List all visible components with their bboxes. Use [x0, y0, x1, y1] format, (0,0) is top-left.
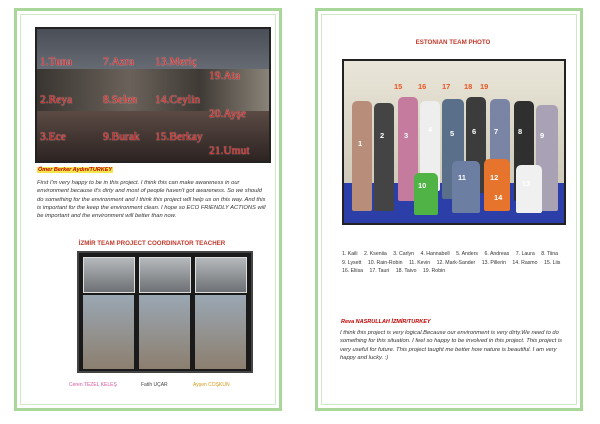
photo-number: 18: [464, 82, 473, 91]
student-paragraph: First I'm very happy to be in this project. I think this can make awareness in our environment because it's dirty and most of people haven't got awareness. So we should do something for the environment and I think this project will help us on this way. And this is important for the keep the environment clean. I hope so ECO FRIENDLY ACTIONS will be important and the environment will better than now.: [37, 180, 266, 220]
team-name: 1. Kaili: [342, 251, 358, 257]
name-label: 14.Ceylin: [155, 93, 201, 106]
names-column-2: [103, 31, 148, 163]
photo-number: 1: [358, 139, 363, 148]
names-column-1: [40, 31, 88, 163]
team-name: 2. Kseniia: [364, 251, 387, 257]
team-name: 16. Eliisa: [342, 268, 364, 274]
student-paragraph: I think this project is very logical.Because our environment is very dirty.We need to do something for this situation. I feel so happy to be involved in this project. This project is very useful for future. This project taught me better how nature is beautiful. I am very happy and lucky. :): [340, 330, 563, 361]
team-name: 12. Mark-Sander: [436, 259, 476, 266]
estonian-team-photo: [342, 59, 566, 225]
photo-number: 6: [472, 127, 477, 136]
photo-number: 3: [404, 131, 409, 140]
team-names-list: [342, 250, 572, 276]
student-figure: [516, 165, 542, 213]
student-caption: Ömer Berker Aydın/TURKEY: [38, 167, 113, 173]
teacher-name: Fatih UÇAR: [141, 382, 168, 388]
photo-number: 8: [518, 127, 523, 136]
photo-number: 12: [490, 173, 499, 182]
left-page: [14, 8, 282, 411]
team-name: 10. Rain-Robin: [367, 259, 403, 266]
student-figure: [484, 159, 510, 211]
student-figure: [452, 161, 480, 213]
team-name: 3. Carlyn: [393, 251, 415, 257]
name-label: 13.Meriç: [155, 56, 197, 68]
group-photo: [35, 27, 271, 163]
student-caption: Reva NASRULLAH İZMİR/TURKEY: [341, 319, 431, 325]
name-label: 2.Reya: [40, 93, 73, 106]
collage-photo: [139, 257, 191, 293]
photo-number: 14: [494, 193, 503, 202]
name-label: 8.Selen: [103, 93, 138, 106]
photo-number: 15: [394, 82, 403, 91]
names-column-4: [209, 45, 251, 163]
student-figure: [374, 103, 394, 211]
photo-number: 11: [458, 173, 466, 182]
teacher-name: Ayşen COŞKUN: [193, 382, 230, 388]
team-name: 4. Hannabell: [420, 251, 450, 257]
right-page: [315, 8, 583, 411]
name-label: 7.Azra: [103, 56, 134, 68]
team-name: 17. Tauri: [369, 268, 390, 274]
collage-photo: [83, 257, 135, 293]
name-label: 1.Tuna: [40, 56, 72, 68]
team-name: 6. Andreas: [484, 251, 510, 257]
photo-number: 19: [480, 82, 489, 91]
student-figure: [414, 173, 438, 215]
team-name: 18. Taivo: [395, 268, 417, 274]
team-photo-heading: ESTONIAN TEAM PHOTO: [415, 39, 491, 46]
team-name: 11. Kevin: [408, 259, 431, 266]
teacher-name: Ceren TEZEL KELEŞ: [69, 382, 117, 388]
team-name: 9. Lysett: [342, 259, 362, 266]
photo-number: 16: [418, 82, 427, 91]
teacher-photo: [195, 295, 246, 369]
teacher-photo: [83, 295, 134, 369]
name-label: 21.Umut: [209, 145, 250, 157]
photo-number: 4: [428, 125, 433, 134]
photo-number: 7: [494, 127, 499, 136]
teacher-collage: [77, 251, 253, 373]
team-name: 8. Tiina: [541, 251, 558, 257]
team-name: 14. Rasmo: [512, 259, 538, 266]
photo-number: 9: [540, 131, 545, 140]
name-label: 20.Ayşe: [209, 107, 246, 120]
photo-number: 5: [450, 129, 455, 138]
name-label: 9.Burak: [103, 131, 140, 143]
name-label: 3.Ece: [40, 131, 66, 143]
teacher-photo: [139, 295, 190, 369]
photo-number: 10: [418, 181, 427, 190]
team-name: 5. Anders: [456, 251, 479, 257]
photo-number: 13: [522, 179, 531, 188]
name-label: 19.Ata: [209, 70, 240, 82]
team-name: 13. Pillerin: [481, 259, 506, 266]
team-name: 19. Robin: [422, 268, 446, 274]
team-name: 7. Laura: [515, 251, 535, 257]
team-name: 15. Liis: [543, 259, 561, 266]
photo-number: 17: [442, 82, 451, 91]
coordinator-heading: İZMİR TEAM PROJECT COORDINATOR TEACHER: [78, 240, 226, 247]
names-column-3: [155, 31, 203, 163]
photo-number: 2: [380, 131, 385, 140]
name-label: 15.Berkay: [155, 131, 203, 143]
student-figure: [352, 101, 372, 211]
collage-photo: [195, 257, 247, 293]
